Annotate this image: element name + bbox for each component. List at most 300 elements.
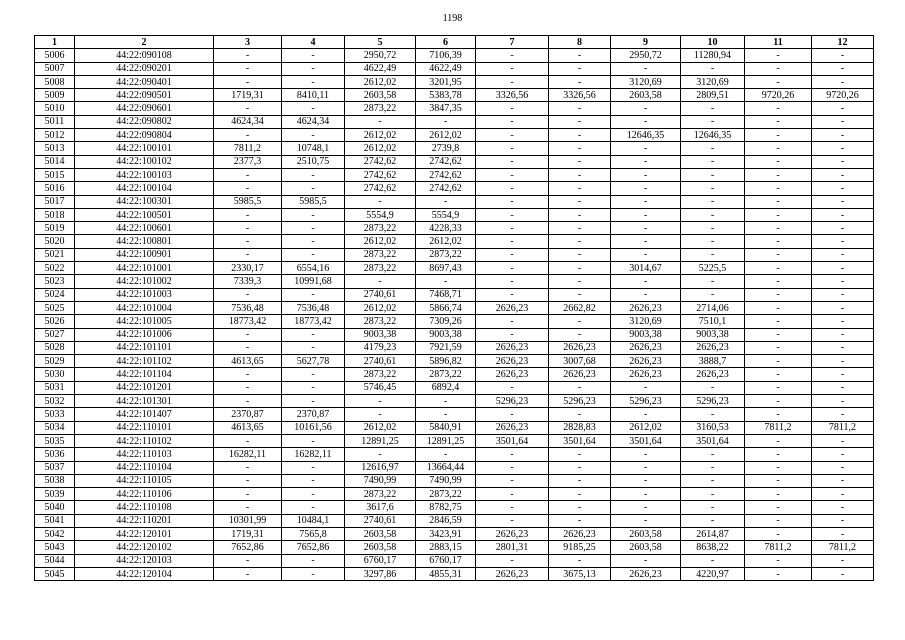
- table-cell: -: [681, 488, 745, 501]
- table-cell: 4624,34: [282, 115, 345, 128]
- table-cell: -: [476, 288, 549, 301]
- table-cell: 5746,45: [345, 381, 416, 394]
- table-cell: 2626,23: [476, 527, 549, 540]
- table-cell: -: [416, 408, 476, 421]
- column-header: 11: [745, 36, 812, 49]
- table-cell: 5027: [35, 328, 75, 341]
- table-cell: 2626,23: [611, 341, 681, 354]
- table-cell: 7811,2: [745, 421, 812, 434]
- table-cell: -: [476, 474, 549, 487]
- table-cell: 5031: [35, 381, 75, 394]
- table-row: [35, 315, 874, 328]
- table-cell: -: [681, 182, 745, 195]
- table-cell: -: [812, 115, 874, 128]
- table-cell: 3501,64: [611, 434, 681, 447]
- table-cell: -: [214, 49, 282, 62]
- table-cell: -: [476, 408, 549, 421]
- table-cell: 5015: [35, 168, 75, 181]
- table-cell: 4613,65: [214, 421, 282, 434]
- table-cell: -: [282, 49, 345, 62]
- table-cell: 5028: [35, 341, 75, 354]
- table-cell: 3014,67: [611, 262, 681, 275]
- table-cell: 2873,22: [345, 262, 416, 275]
- column-header: 6: [416, 36, 476, 49]
- table-cell: 12646,35: [681, 129, 745, 142]
- table-row: [35, 89, 874, 102]
- table-cell: -: [611, 222, 681, 235]
- column-header: 4: [282, 36, 345, 49]
- table-cell: -: [611, 514, 681, 527]
- table-cell: 9185,25: [549, 541, 611, 554]
- table-cell: 2873,22: [345, 248, 416, 261]
- table-cell: 5866,74: [416, 301, 476, 314]
- table-cell: 5383,78: [416, 89, 476, 102]
- table-cell: -: [812, 461, 874, 474]
- table-cell: 5554,9: [416, 208, 476, 221]
- table-cell: -: [745, 554, 812, 567]
- table-cell: 44:22:100103: [75, 168, 214, 181]
- table-cell: 2603,58: [611, 527, 681, 540]
- table-cell: 5034: [35, 421, 75, 434]
- table-cell: -: [681, 195, 745, 208]
- table-cell: -: [476, 115, 549, 128]
- table-row: [35, 222, 874, 235]
- table-cell: 2809,51: [681, 89, 745, 102]
- table-cell: -: [476, 208, 549, 221]
- table-cell: -: [476, 129, 549, 142]
- table-cell: 7921,59: [416, 341, 476, 354]
- table-cell: 18773,42: [282, 315, 345, 328]
- table-row: [35, 501, 874, 514]
- table-cell: -: [681, 408, 745, 421]
- table-cell: -: [476, 49, 549, 62]
- table-cell: 2742,62: [345, 155, 416, 168]
- table-cell: 5024: [35, 288, 75, 301]
- table-cell: 9003,38: [345, 328, 416, 341]
- table-cell: 5296,23: [681, 395, 745, 408]
- table-cell: -: [745, 567, 812, 580]
- table-cell: 2873,22: [345, 222, 416, 235]
- table-cell: -: [681, 62, 745, 75]
- table-cell: -: [745, 49, 812, 62]
- table-cell: 2873,22: [345, 368, 416, 381]
- table-cell: -: [681, 554, 745, 567]
- table-cell: 5011: [35, 115, 75, 128]
- table-cell: 2626,23: [611, 301, 681, 314]
- table-cell: 5021: [35, 248, 75, 261]
- table-cell: 2801,31: [476, 541, 549, 554]
- table-row: [35, 328, 874, 341]
- table-cell: -: [611, 155, 681, 168]
- table-cell: 4613,65: [214, 355, 282, 368]
- table-cell: -: [681, 168, 745, 181]
- table-cell: 5039: [35, 488, 75, 501]
- table-cell: -: [812, 75, 874, 88]
- table-cell: 2626,23: [476, 301, 549, 314]
- table-cell: 5025: [35, 301, 75, 314]
- table-cell: 3160,53: [681, 421, 745, 434]
- table-cell: 2873,22: [416, 368, 476, 381]
- table-cell: -: [476, 222, 549, 235]
- table-cell: -: [549, 129, 611, 142]
- table-cell: 2626,23: [611, 567, 681, 580]
- table-cell: -: [549, 222, 611, 235]
- table-cell: -: [549, 102, 611, 115]
- table-cell: -: [745, 222, 812, 235]
- table-cell: 2626,23: [611, 355, 681, 368]
- table-cell: 5985,5: [214, 195, 282, 208]
- table-cell: 44:22:101006: [75, 328, 214, 341]
- table-cell: -: [282, 395, 345, 408]
- table-cell: -: [611, 474, 681, 487]
- table-cell: 2742,62: [416, 182, 476, 195]
- table-row: [35, 155, 874, 168]
- table-row: [35, 488, 874, 501]
- table-cell: -: [745, 474, 812, 487]
- table-cell: -: [611, 554, 681, 567]
- table-row: [35, 182, 874, 195]
- table-cell: -: [549, 474, 611, 487]
- table-cell: -: [745, 62, 812, 75]
- table-cell: 2626,23: [476, 421, 549, 434]
- column-header: 8: [549, 36, 611, 49]
- table-row: [35, 168, 874, 181]
- table-cell: 44:22:100104: [75, 182, 214, 195]
- table-cell: -: [549, 262, 611, 275]
- table-cell: -: [812, 102, 874, 115]
- table-cell: -: [681, 235, 745, 248]
- table-cell: -: [476, 328, 549, 341]
- table-cell: -: [745, 168, 812, 181]
- table-cell: 2626,23: [681, 368, 745, 381]
- table-cell: -: [416, 395, 476, 408]
- table-cell: -: [745, 341, 812, 354]
- table-cell: 2626,23: [549, 527, 611, 540]
- table-cell: -: [745, 488, 812, 501]
- table-cell: 44:22:101407: [75, 408, 214, 421]
- table-cell: -: [745, 102, 812, 115]
- table-row: [35, 75, 874, 88]
- table-cell: -: [282, 235, 345, 248]
- table-cell: -: [214, 461, 282, 474]
- table-cell: 2846,59: [416, 514, 476, 527]
- table-cell: 8638,22: [681, 541, 745, 554]
- table-cell: -: [214, 168, 282, 181]
- page-number: 1198: [442, 13, 463, 24]
- table-cell: 12616,97: [345, 461, 416, 474]
- table-row: [35, 474, 874, 487]
- table-cell: -: [476, 315, 549, 328]
- table-cell: -: [416, 115, 476, 128]
- table-cell: 2330,17: [214, 262, 282, 275]
- table-cell: 2873,22: [345, 488, 416, 501]
- table-cell: -: [745, 115, 812, 128]
- table-cell: 3423,91: [416, 527, 476, 540]
- table-cell: -: [812, 395, 874, 408]
- table-cell: 44:22:101104: [75, 368, 214, 381]
- table-row: [35, 235, 874, 248]
- table-cell: 5038: [35, 474, 75, 487]
- table-cell: 5035: [35, 434, 75, 447]
- table-cell: 7309,26: [416, 315, 476, 328]
- table-cell: 7811,2: [812, 541, 874, 554]
- table-cell: 8410,11: [282, 89, 345, 102]
- table-cell: -: [812, 474, 874, 487]
- table-cell: -: [214, 248, 282, 261]
- table-cell: 3120,69: [681, 75, 745, 88]
- table-cell: -: [745, 461, 812, 474]
- table-cell: 5627,78: [282, 355, 345, 368]
- table-cell: 10161,56: [282, 421, 345, 434]
- table-cell: 5012: [35, 129, 75, 142]
- table-cell: -: [476, 168, 549, 181]
- table-cell: 44:22:101004: [75, 301, 214, 314]
- table-cell: -: [812, 62, 874, 75]
- table-cell: 3326,56: [476, 89, 549, 102]
- table-cell: 44:22:100901: [75, 248, 214, 261]
- table-cell: 10484,1: [282, 514, 345, 527]
- table-cell: 2612,02: [345, 129, 416, 142]
- table-cell: -: [611, 182, 681, 195]
- table-cell: 8782,75: [416, 501, 476, 514]
- table-cell: -: [549, 328, 611, 341]
- table-cell: 2626,23: [681, 341, 745, 354]
- table-row: [35, 49, 874, 62]
- table-cell: -: [345, 275, 416, 288]
- table-cell: -: [812, 208, 874, 221]
- table-cell: 44:22:110201: [75, 514, 214, 527]
- table-cell: -: [214, 554, 282, 567]
- table-cell: -: [549, 488, 611, 501]
- table-cell: 44:22:090802: [75, 115, 214, 128]
- table-cell: -: [812, 155, 874, 168]
- table-cell: -: [681, 115, 745, 128]
- table-row: [35, 448, 874, 461]
- table-cell: 6554,16: [282, 262, 345, 275]
- table-cell: -: [812, 222, 874, 235]
- table-cell: -: [611, 235, 681, 248]
- table-cell: 2950,72: [345, 49, 416, 62]
- table-cell: -: [282, 501, 345, 514]
- table-cell: 2873,22: [416, 248, 476, 261]
- table-cell: 44:22:090201: [75, 62, 214, 75]
- table-cell: -: [282, 208, 345, 221]
- table-cell: -: [611, 195, 681, 208]
- table-cell: -: [745, 275, 812, 288]
- table-body: [35, 49, 874, 581]
- table-row: [35, 368, 874, 381]
- table-cell: -: [681, 381, 745, 394]
- table-cell: -: [345, 408, 416, 421]
- table-cell: 44:22:090108: [75, 49, 214, 62]
- table-row: [35, 461, 874, 474]
- table-cell: 5037: [35, 461, 75, 474]
- table-cell: 2626,23: [476, 341, 549, 354]
- table-cell: -: [812, 448, 874, 461]
- table-row: [35, 301, 874, 314]
- table-cell: -: [611, 115, 681, 128]
- table-cell: -: [282, 102, 345, 115]
- table-cell: -: [282, 62, 345, 75]
- table-cell: 7652,86: [282, 541, 345, 554]
- table-cell: -: [214, 381, 282, 394]
- table-cell: 5030: [35, 368, 75, 381]
- table-cell: -: [812, 301, 874, 314]
- table-cell: -: [549, 501, 611, 514]
- table-cell: 2614,87: [681, 527, 745, 540]
- table-cell: 2873,22: [345, 315, 416, 328]
- table-row: [35, 288, 874, 301]
- table-cell: -: [214, 368, 282, 381]
- table-cell: -: [549, 248, 611, 261]
- table-cell: 7106,39: [416, 49, 476, 62]
- table-cell: 18773,42: [214, 315, 282, 328]
- table-cell: 44:22:101002: [75, 275, 214, 288]
- table-cell: 3501,64: [549, 434, 611, 447]
- table-cell: 44:22:100301: [75, 195, 214, 208]
- table-cell: -: [681, 448, 745, 461]
- table-cell: 5008: [35, 75, 75, 88]
- table-row: [35, 395, 874, 408]
- table-row: [35, 421, 874, 434]
- table-cell: -: [549, 514, 611, 527]
- table-cell: -: [282, 248, 345, 261]
- table-cell: -: [745, 395, 812, 408]
- table-cell: 5045: [35, 567, 75, 580]
- table-cell: -: [611, 461, 681, 474]
- table-cell: 10748,1: [282, 142, 345, 155]
- table-cell: -: [745, 301, 812, 314]
- table-cell: 2612,02: [345, 421, 416, 434]
- column-header: 2: [75, 36, 214, 49]
- table-cell: 5022: [35, 262, 75, 275]
- table-cell: 44:22:110105: [75, 474, 214, 487]
- table-cell: 5044: [35, 554, 75, 567]
- table-cell: 7510,1: [681, 315, 745, 328]
- table-cell: 7339,3: [214, 275, 282, 288]
- table-cell: 44:22:090601: [75, 102, 214, 115]
- table-cell: -: [282, 341, 345, 354]
- table-cell: -: [745, 195, 812, 208]
- table-cell: -: [812, 49, 874, 62]
- table-cell: 13664,44: [416, 461, 476, 474]
- table-cell: 7536,48: [282, 301, 345, 314]
- table-cell: 2950,72: [611, 49, 681, 62]
- table-cell: -: [214, 328, 282, 341]
- table-cell: -: [812, 341, 874, 354]
- table-cell: -: [476, 554, 549, 567]
- table-cell: 3297,86: [345, 567, 416, 580]
- table-cell: 2370,87: [214, 408, 282, 421]
- table-cell: -: [476, 448, 549, 461]
- table-cell: -: [282, 182, 345, 195]
- table-cell: -: [549, 381, 611, 394]
- table-cell: 5296,23: [476, 395, 549, 408]
- table-cell: -: [745, 208, 812, 221]
- table-cell: 5009: [35, 89, 75, 102]
- table-cell: -: [214, 474, 282, 487]
- table-cell: 3120,69: [611, 75, 681, 88]
- table-row: [35, 195, 874, 208]
- table-cell: -: [345, 195, 416, 208]
- table-cell: -: [549, 115, 611, 128]
- table-cell: -: [611, 62, 681, 75]
- data-table: [34, 35, 874, 581]
- table-cell: -: [476, 155, 549, 168]
- table-cell: -: [282, 488, 345, 501]
- table-cell: -: [214, 129, 282, 142]
- table-cell: 16282,11: [282, 448, 345, 461]
- table-cell: -: [611, 208, 681, 221]
- table-cell: -: [812, 248, 874, 261]
- table-cell: 3501,64: [681, 434, 745, 447]
- table-cell: -: [549, 288, 611, 301]
- table-row: [35, 129, 874, 142]
- table-cell: 4179,23: [345, 341, 416, 354]
- table-cell: 2510,75: [282, 155, 345, 168]
- table-cell: 5006: [35, 49, 75, 62]
- table-cell: -: [681, 142, 745, 155]
- table-cell: -: [549, 75, 611, 88]
- table-cell: -: [549, 448, 611, 461]
- table-cell: -: [476, 195, 549, 208]
- table-cell: 44:22:110101: [75, 421, 214, 434]
- table-cell: 2612,02: [416, 129, 476, 142]
- column-header: 10: [681, 36, 745, 49]
- table-cell: -: [549, 142, 611, 155]
- table-cell: 5010: [35, 102, 75, 115]
- table-cell: 44:22:090804: [75, 129, 214, 142]
- table-cell: -: [681, 514, 745, 527]
- table-cell: -: [476, 235, 549, 248]
- table-cell: -: [214, 434, 282, 447]
- table-cell: -: [812, 129, 874, 142]
- table-cell: 5026: [35, 315, 75, 328]
- table-cell: 44:22:120104: [75, 567, 214, 580]
- table-cell: -: [745, 248, 812, 261]
- table-cell: -: [812, 434, 874, 447]
- table-cell: -: [611, 102, 681, 115]
- table-cell: 12891,25: [345, 434, 416, 447]
- table-cell: 2873,22: [345, 102, 416, 115]
- table-cell: -: [282, 434, 345, 447]
- table-cell: 5016: [35, 182, 75, 195]
- table-cell: 44:22:101005: [75, 315, 214, 328]
- table-row: [35, 567, 874, 580]
- table-cell: 5029: [35, 355, 75, 368]
- table-cell: -: [345, 448, 416, 461]
- table-cell: -: [681, 501, 745, 514]
- table-cell: -: [476, 501, 549, 514]
- table-cell: -: [416, 275, 476, 288]
- table-row: [35, 262, 874, 275]
- table-cell: 7652,86: [214, 541, 282, 554]
- table-cell: -: [282, 288, 345, 301]
- table-cell: 3120,69: [611, 315, 681, 328]
- table-cell: -: [745, 262, 812, 275]
- table-cell: -: [745, 408, 812, 421]
- table-cell: -: [549, 208, 611, 221]
- table-cell: -: [214, 288, 282, 301]
- table-cell: 44:22:120101: [75, 527, 214, 540]
- table-cell: -: [745, 501, 812, 514]
- table-cell: 2740,61: [345, 355, 416, 368]
- table-cell: 3617,6: [345, 501, 416, 514]
- table-cell: -: [476, 461, 549, 474]
- table-cell: -: [476, 75, 549, 88]
- table-cell: 7811,2: [812, 421, 874, 434]
- table-cell: -: [812, 381, 874, 394]
